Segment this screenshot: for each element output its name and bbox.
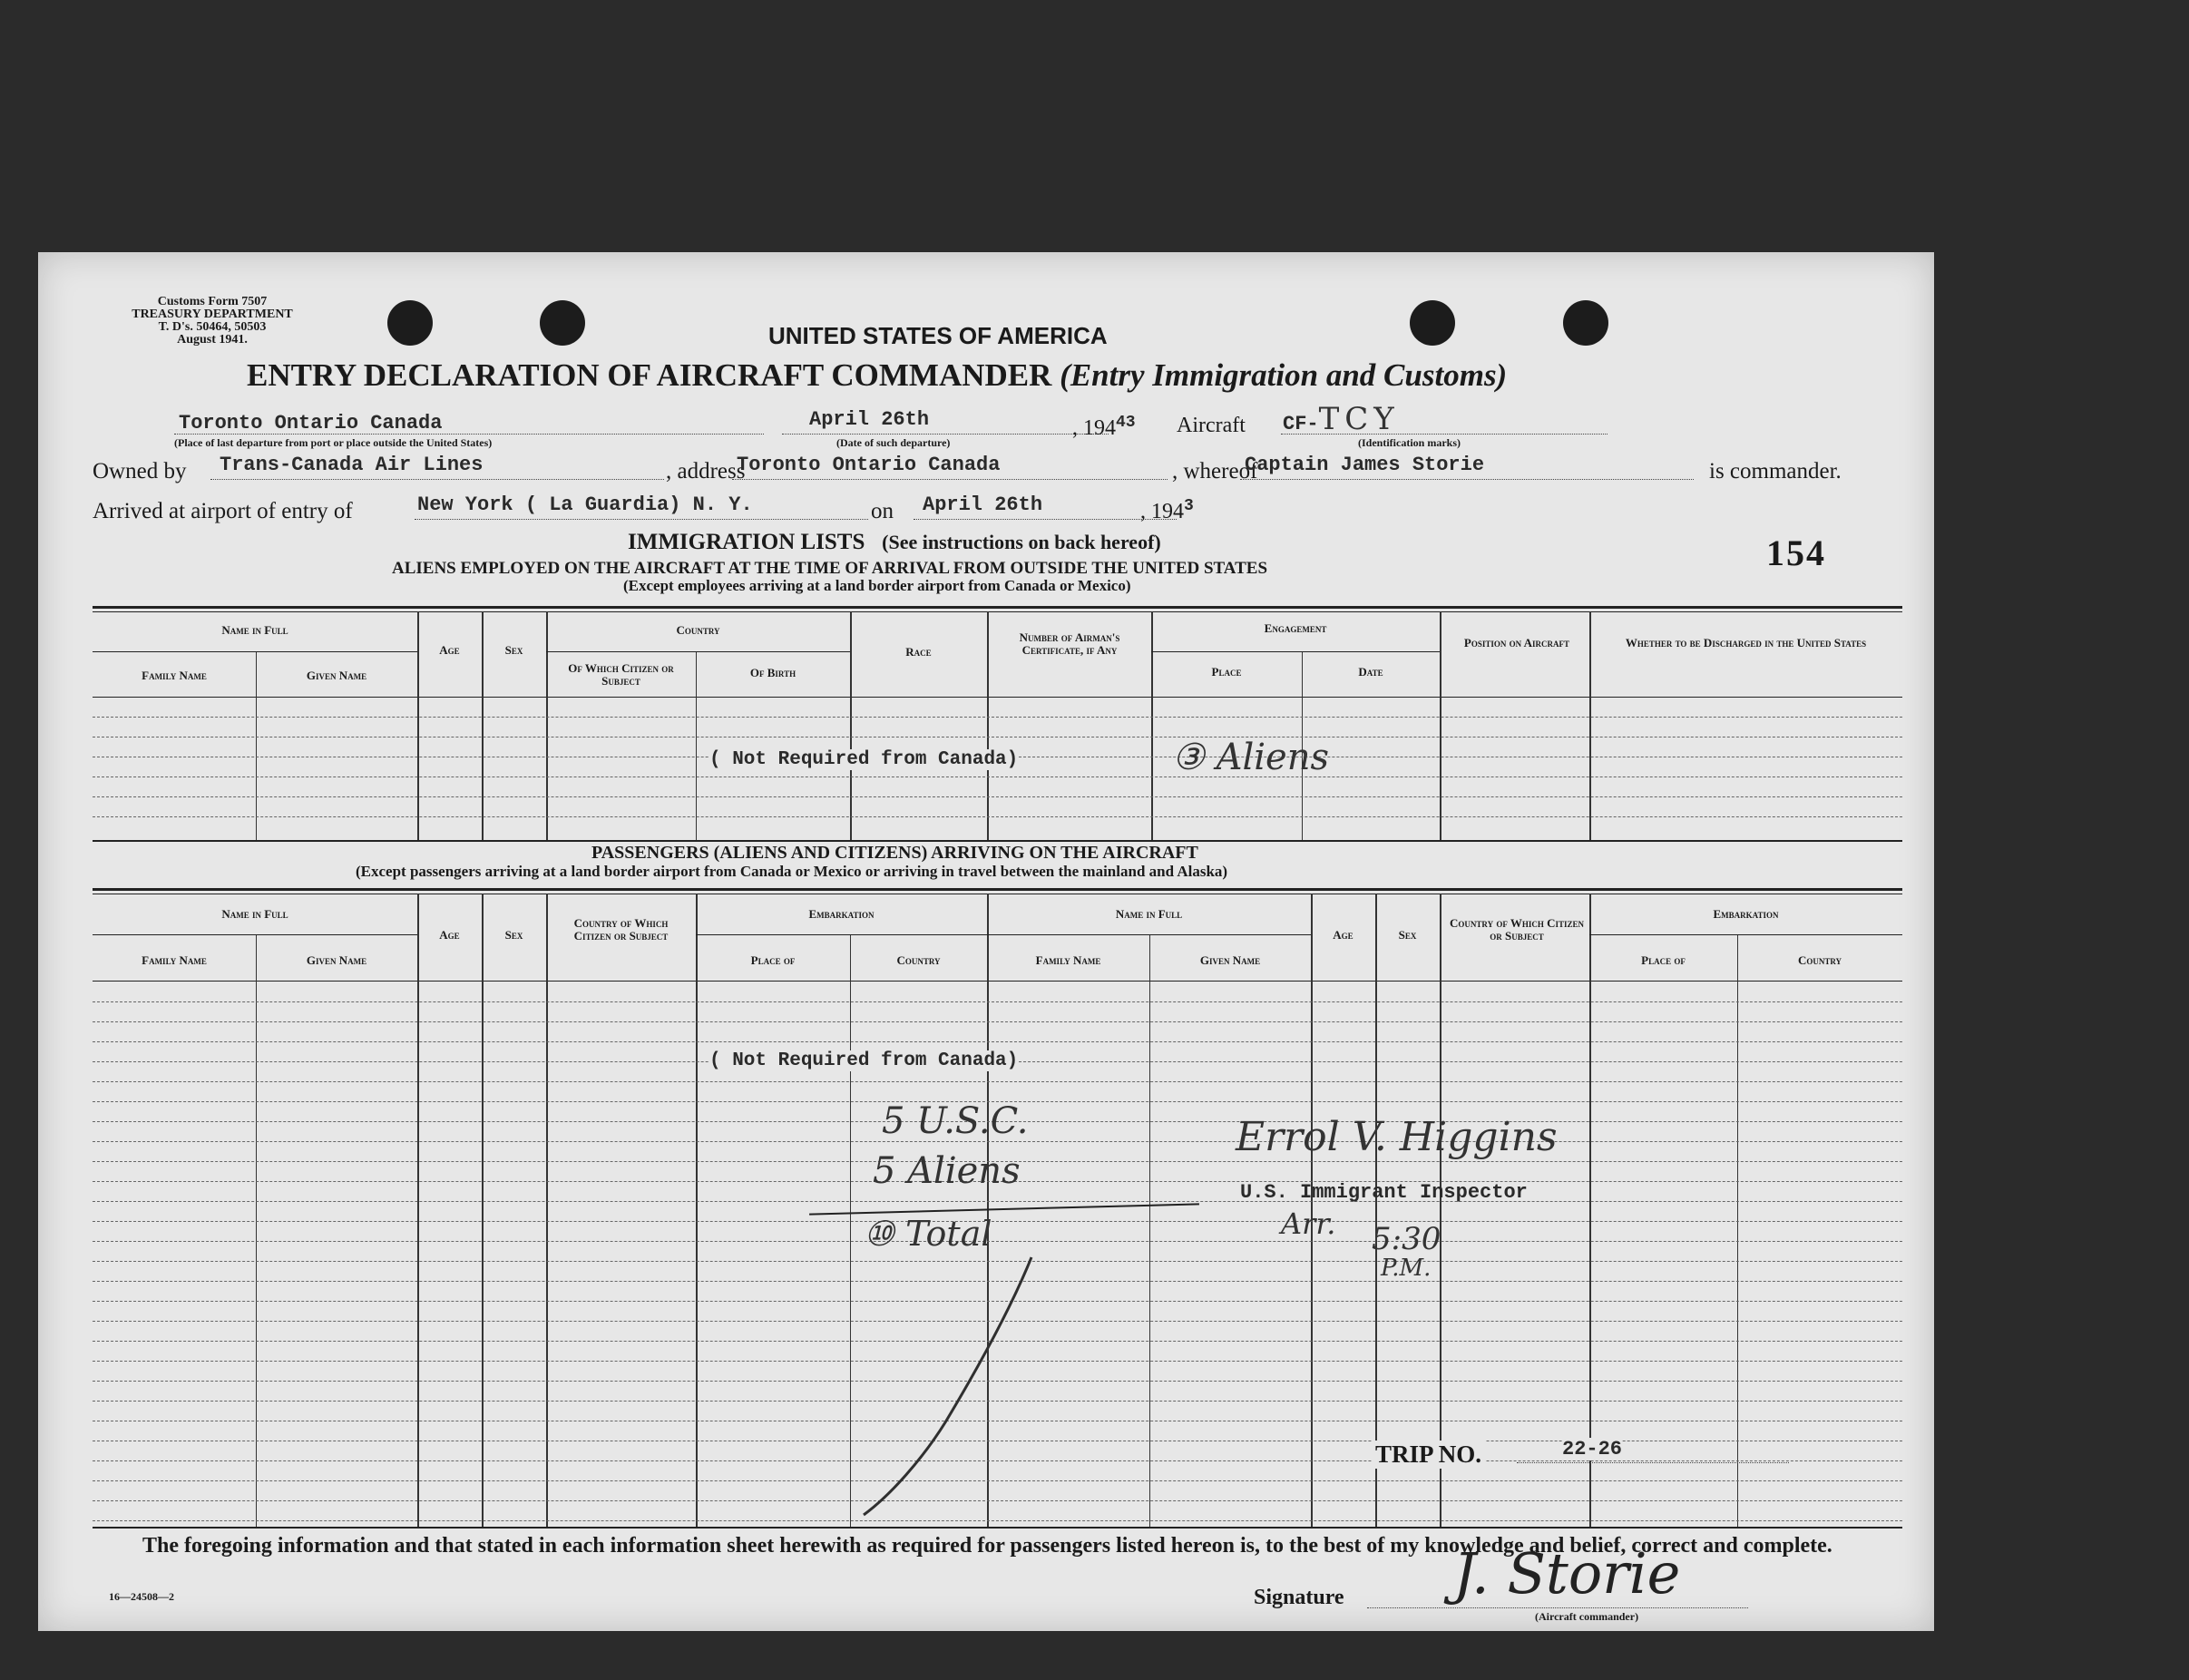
immigration-instructions: (See instructions on back hereof) bbox=[882, 531, 1161, 553]
pass-header-sex: Sex bbox=[504, 928, 523, 942]
departure-place-caption: (Place of last departure from port or place outside the United States) bbox=[174, 436, 493, 449]
td-references: T. D's. 50464, 50503 bbox=[158, 320, 267, 334]
aliens-header-engagement: Engagement bbox=[1264, 621, 1327, 635]
form-identifier bbox=[94, 296, 330, 347]
customs-form-sheet bbox=[38, 252, 1934, 1631]
departure-year bbox=[1072, 414, 1136, 441]
pass-header-country-citizen-2: Country of Which Citizen or Subject bbox=[1450, 916, 1584, 943]
row-rule bbox=[93, 1021, 1902, 1022]
pass-header-country: Country bbox=[896, 953, 941, 967]
departure-date-caption: (Date of such departure) bbox=[836, 436, 951, 449]
arrival-on-label: on bbox=[871, 499, 894, 523]
punch-hole-icon bbox=[540, 300, 585, 346]
row-rule bbox=[93, 1201, 1902, 1202]
trip-number-value: 22-26 bbox=[1562, 1438, 1623, 1460]
pass-header-place-of-2: Place of bbox=[1641, 953, 1686, 967]
stamp-number: 154 bbox=[1766, 532, 1826, 573]
row-rule bbox=[93, 1001, 1902, 1002]
customs-form-number: Customs Form 7507 bbox=[157, 295, 268, 308]
punch-hole-icon bbox=[1410, 300, 1455, 346]
aliens-section-title: ALIENS EMPLOYED ON THE AIRCRAFT AT THE TIME OF ARRIVAL FROM OUTSIDE THE UNITED STATES bbox=[392, 559, 1268, 578]
passengers-not-required-note: ( Not Required from Canada) bbox=[709, 1050, 1019, 1071]
aircraft-label: Aircraft bbox=[1177, 414, 1246, 437]
pass-header-age: Age bbox=[439, 928, 460, 942]
arrival-year-prefix: , 194 bbox=[1140, 500, 1184, 523]
commander-signature: J. Storie bbox=[1453, 1540, 1681, 1607]
aliens-header-discharged: Whether to be Discharged in the United States bbox=[1625, 636, 1867, 650]
aircraft-marks-typed: CF- bbox=[1283, 413, 1319, 435]
country-header: UNITED STATES OF AMERICA bbox=[768, 322, 1108, 349]
aliens-header-age: Age bbox=[439, 643, 460, 657]
pass-header-family-name-2: Family Name bbox=[1035, 953, 1101, 967]
aliens-count-handwritten: ③ Aliens bbox=[1172, 737, 1330, 778]
pass-header-place-of: Place of bbox=[750, 953, 796, 967]
immigration-title: IMMIGRATION LISTS bbox=[628, 530, 865, 554]
aliens-header-name-in-full: Name in Full bbox=[221, 623, 288, 637]
hand-count-total: ⑩ Total bbox=[864, 1214, 992, 1254]
form-edition: August 1941. bbox=[177, 333, 248, 347]
row-rule bbox=[93, 1041, 1902, 1042]
aliens-header-certificate: Number of Airman's Certificate, if Any bbox=[1019, 630, 1120, 657]
owner-value: Trans-Canada Air Lines bbox=[220, 454, 484, 476]
aliens-header-citizen: Of Which Citizen or Subject bbox=[568, 661, 674, 688]
signature-caption: (Aircraft commander) bbox=[1535, 1610, 1639, 1623]
title-main: ENTRY DECLARATION OF AIRCRAFT COMMANDER bbox=[247, 357, 1052, 393]
aircraft-marks-caption: (Identification marks) bbox=[1358, 436, 1461, 449]
aliens-header-country: Country bbox=[676, 623, 720, 637]
arrival-year-suffix: 3 bbox=[1184, 497, 1194, 515]
punch-hole-icon bbox=[387, 300, 433, 346]
pass-header-name-in-full: Name in Full bbox=[221, 907, 288, 921]
inspector-title: U.S. Immigrant Inspector bbox=[1240, 1181, 1528, 1204]
immigration-lists-title bbox=[628, 530, 1161, 555]
row-rule bbox=[93, 1221, 1902, 1222]
page-title bbox=[247, 357, 1507, 394]
aliens-header-family-name: Family Name bbox=[142, 669, 207, 682]
commander-value: Captain James Storie bbox=[1245, 454, 1485, 476]
pass-header-given-name: Given Name bbox=[306, 953, 367, 967]
pass-header-country-2: Country bbox=[1797, 953, 1842, 967]
hand-count-aliens: 5 Aliens bbox=[873, 1150, 1021, 1192]
departure-year-suffix: 43 bbox=[1116, 414, 1136, 432]
owned-by-label: Owned by bbox=[93, 459, 187, 483]
arrival-label: Arrived at airport of entry of bbox=[93, 499, 353, 523]
row-rule bbox=[93, 1081, 1902, 1082]
hand-count-us-citizens: 5 U.S.C. bbox=[882, 1100, 1029, 1142]
aliens-section-subtitle: (Except employees arriving at a land border airport from Canada or Mexico) bbox=[623, 577, 1131, 594]
punch-hole-icon bbox=[1563, 300, 1608, 346]
whereof-label: , whereof bbox=[1172, 459, 1258, 483]
arrival-year bbox=[1140, 497, 1194, 524]
commander-suffix: is commander. bbox=[1709, 459, 1842, 483]
pass-header-family-name: Family Name bbox=[142, 953, 207, 967]
pass-header-country-citizen: Country of Which Citizen or Subject bbox=[573, 916, 669, 943]
arrival-airport-value: New York ( La Guardia) N. Y. bbox=[417, 493, 753, 516]
departure-year-prefix: , 194 bbox=[1072, 416, 1116, 440]
aircraft-marks-value bbox=[1283, 401, 1400, 437]
hand-slash-mark-icon bbox=[836, 1250, 1054, 1522]
aliens-header-race: Race bbox=[905, 645, 932, 659]
aliens-header-date: Date bbox=[1358, 665, 1383, 679]
passengers-section-title: PASSENGERS (ALIENS AND CITIZENS) ARRIVING ON THE AIRCRAFT bbox=[591, 843, 1198, 863]
pass-header-embarkation-2: Embarkation bbox=[1713, 907, 1779, 921]
signature-label: Signature bbox=[1254, 1586, 1344, 1609]
departure-date-value: April 26th bbox=[809, 408, 930, 431]
address-label: , address bbox=[666, 459, 746, 483]
arrival-pm: P.M. bbox=[1381, 1255, 1432, 1282]
declaration-text: The foregoing information and that stated in each information sheet herewith as required for passengers listed hereon is, to the best of my knowledge and belief, correct and complete. bbox=[142, 1534, 1832, 1558]
aliens-header-birth: Of Birth bbox=[749, 666, 796, 679]
inspector-signature: Errol V. Higgins bbox=[1236, 1114, 1558, 1160]
passengers-section-subtitle: (Except passengers arriving at a land border airport from Canada or Mexico or arriving in travel between the mainland and Alaska) bbox=[356, 863, 1228, 880]
aliens-header-place: Place bbox=[1211, 665, 1242, 679]
department-name: TREASURY DEPARTMENT bbox=[132, 308, 293, 321]
arrival-date-value: April 26th bbox=[923, 493, 1043, 516]
pass-header-given-name-2: Given Name bbox=[1199, 953, 1261, 967]
aliens-header-position: Position on Aircraft bbox=[1463, 636, 1570, 650]
pass-header-sex-2: Sex bbox=[1398, 928, 1417, 942]
pass-header-embarkation: Embarkation bbox=[808, 907, 875, 921]
aliens-header-sex: Sex bbox=[504, 643, 523, 657]
aliens-not-required-note: ( Not Required from Canada) bbox=[709, 749, 1019, 770]
aircraft-marks-hand: TCY bbox=[1318, 401, 1400, 437]
title-italic: (Entry Immigration and Customs) bbox=[1060, 357, 1508, 393]
pass-header-age-2: Age bbox=[1333, 928, 1353, 942]
row-rule bbox=[93, 1241, 1902, 1242]
owner-address-value: Toronto Ontario Canada bbox=[737, 454, 1001, 476]
trip-number-label: TRIP NO. bbox=[1372, 1441, 1485, 1469]
departure-place-value: Toronto Ontario Canada bbox=[179, 412, 443, 435]
arrival-note: Arr. bbox=[1281, 1206, 1336, 1241]
arrival-time: 5:30 bbox=[1372, 1221, 1441, 1257]
aliens-header-given-name: Given Name bbox=[306, 669, 367, 682]
print-code: 16—24508—2 bbox=[109, 1590, 174, 1603]
pass-header-name-in-full-2: Name in Full bbox=[1115, 907, 1183, 921]
